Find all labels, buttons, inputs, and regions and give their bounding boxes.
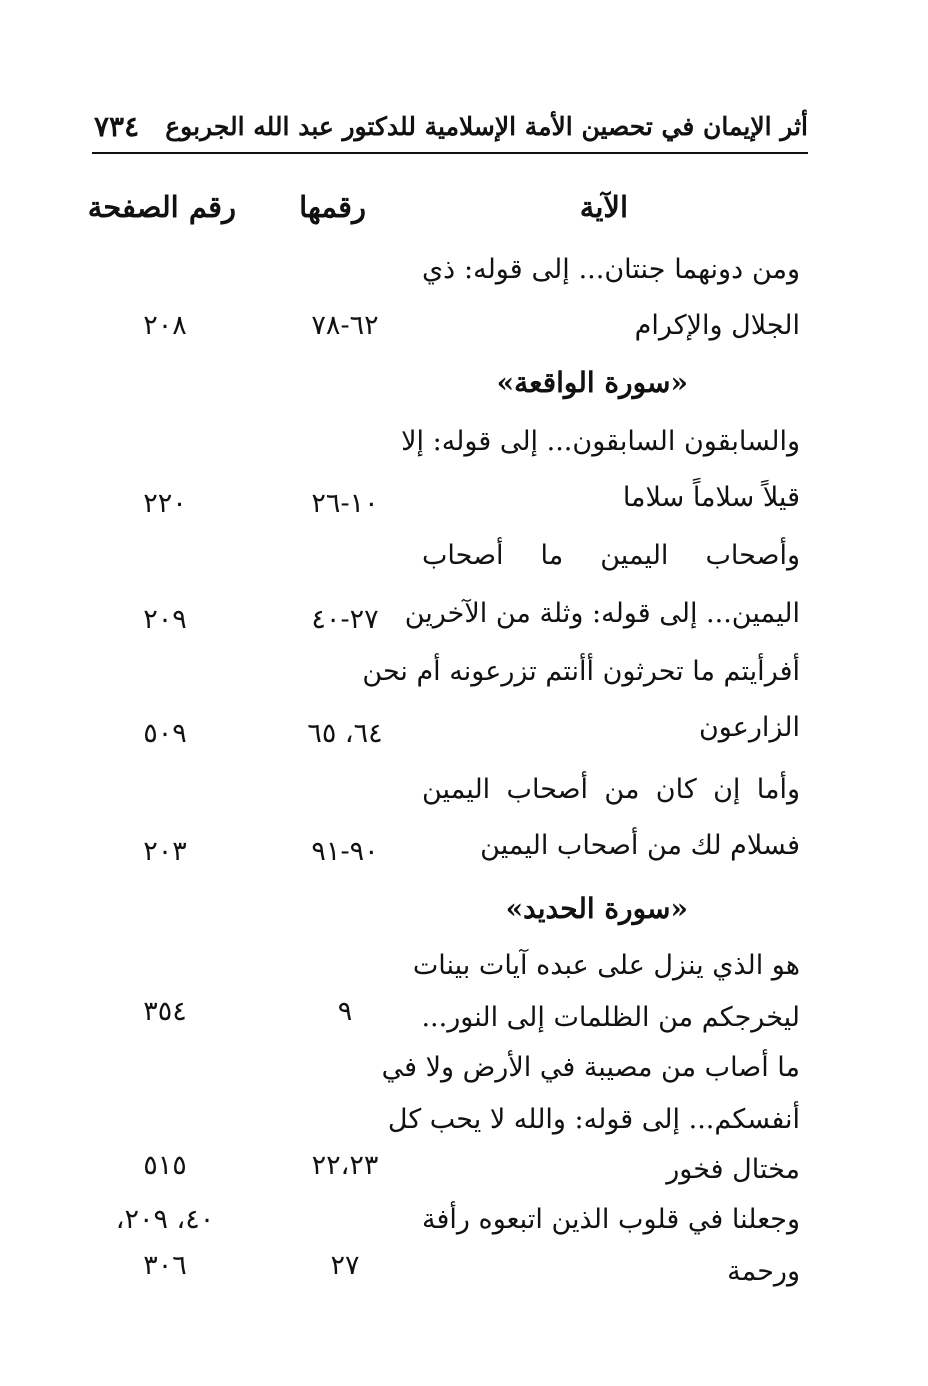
verse-line: الزارعون xyxy=(698,712,800,743)
verse-line: وأما إن كان من أصحاب اليمين xyxy=(422,774,800,805)
column-header-page-number: رقم الصفحة xyxy=(87,190,236,224)
verse-line: ومن دونهما جنتان... إلى قوله: ذي xyxy=(422,254,800,285)
ayah-number: ١٠-٢٦ xyxy=(311,488,379,519)
verse-line: ما أصاب من مصيبة في الأرض ولا في xyxy=(381,1052,800,1083)
verse-line: الجلال والإكرام xyxy=(634,310,800,341)
ayah-number: ٩ xyxy=(337,996,353,1027)
column-header-ayah-number: رقمها xyxy=(299,190,366,224)
verse-line: وأصحاب اليمين ما أصحاب xyxy=(422,540,800,571)
ayah-number: ٦٤، ٦٥ xyxy=(307,718,383,749)
verse-line: ورحمة xyxy=(727,1256,800,1287)
ayah-number: ٢٢،٢٣ xyxy=(311,1150,379,1181)
page-ref: ٥١٥ xyxy=(143,1150,187,1181)
ayah-number: ٢٧-٤٠ xyxy=(311,604,379,635)
verse-line: هو الذي ينزل على عبده آيات بينات xyxy=(412,950,800,981)
verse-line: والسابقون السابقون... إلى قوله: إلا xyxy=(401,426,800,457)
surah-heading: «سورة الواقعة» xyxy=(496,366,688,399)
page-ref: ٢٠٨ xyxy=(143,310,187,341)
column-header-verse: الآية xyxy=(579,190,628,224)
verse-line: أفرأيتم ما تحرثون أأنتم تزرعونه أم نحن xyxy=(362,656,800,687)
running-header xyxy=(92,108,808,154)
ayah-number: ٦٢-٧٨ xyxy=(311,310,379,341)
page-ref: ٢٠٣ xyxy=(143,836,187,867)
header-title: أثر الإيمان في تحصين الأمة الإسلامية للدكتور عبد الله الجربوع xyxy=(165,112,808,141)
page-ref: ٥٠٩ xyxy=(143,718,187,749)
surah-heading: «سورة الحديد» xyxy=(505,892,688,925)
page-ref: ٢٢٠ xyxy=(143,488,187,519)
page-ref: ٣٠٦ xyxy=(143,1250,187,1281)
page-number: ٧٣٤ xyxy=(94,110,140,143)
verse-line: قيلاً سلاماً سلاما xyxy=(622,482,800,513)
page-ref: ٢٠٩ xyxy=(143,604,187,635)
page-ref: ٣٥٤ xyxy=(143,996,187,1027)
verse-line: ليخرجكم من الظلمات إلى النور... xyxy=(421,1002,800,1033)
verse-line: وجعلنا في قلوب الذين اتبعوه رأفة xyxy=(422,1204,800,1235)
page-ref: ٤٠، ٢٠٩، xyxy=(115,1204,215,1235)
verse-line: فسلام لك من أصحاب اليمين xyxy=(480,830,800,861)
ayah-number: ٩٠-٩١ xyxy=(311,836,379,867)
verse-line: اليمين... إلى قوله: وثلة من الآخرين xyxy=(404,598,800,629)
verse-line: أنفسكم... إلى قوله: والله لا يحب كل xyxy=(387,1104,800,1135)
verse-line: مختال فخور xyxy=(666,1154,800,1185)
ayah-number: ٢٧ xyxy=(330,1250,360,1281)
